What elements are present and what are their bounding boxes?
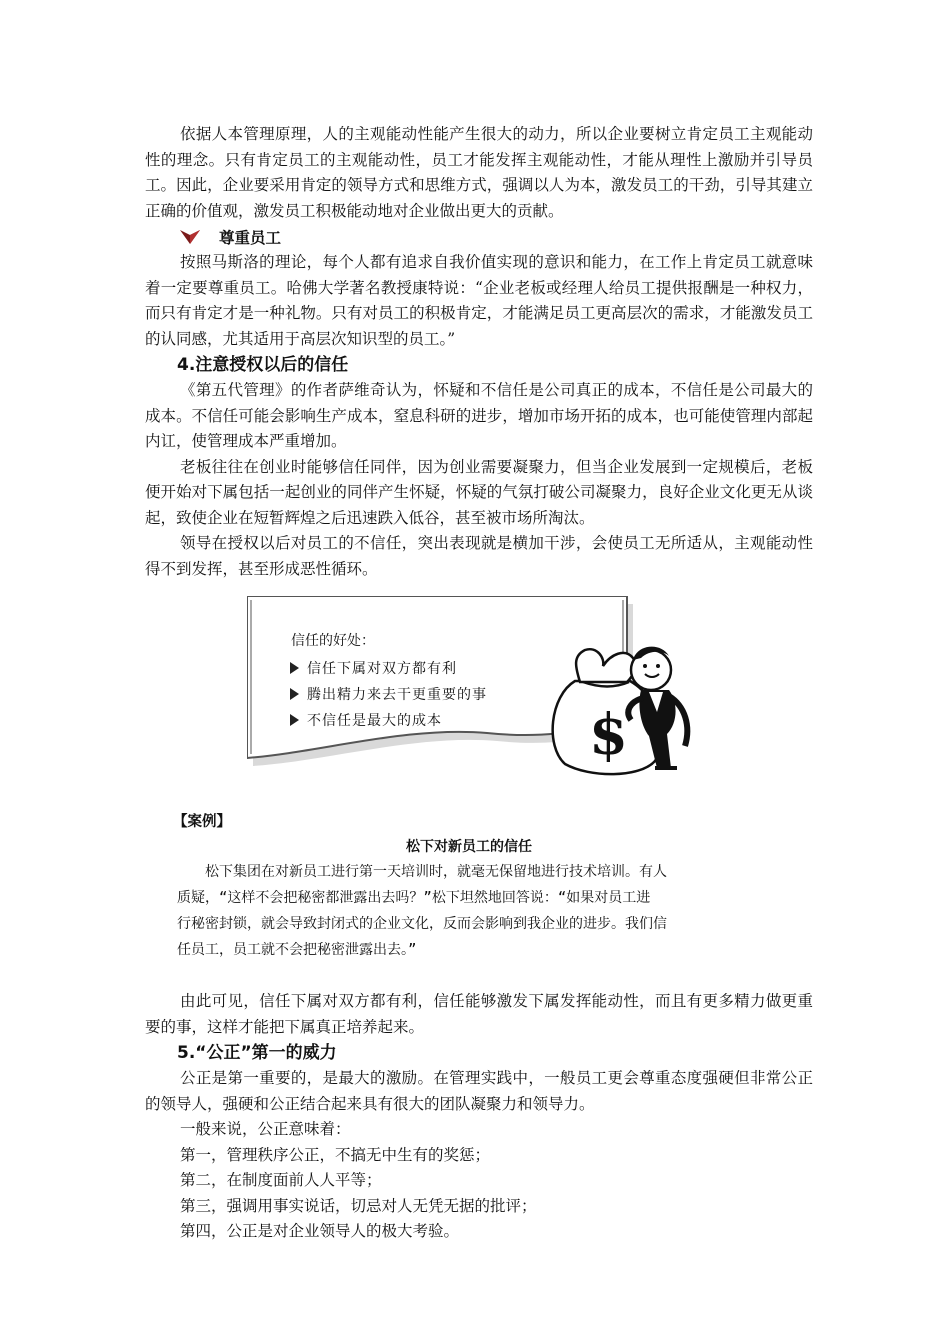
paragraph-affirm-initiative: 依据人本管理原理，人的主观能动性能产生很大的动力，所以企业要树立肯定员工主观能动性的理念。只有肯定员工的主观能动性，员工才能发挥主观能动性，才能从理性上激励并引导员工。因此，企业要采用肯定的领导方式和思维方式，强调以人为本，激发员工的干劲，引导其建立正确的价值观，激发员工积极能动地对企业做出更大的贡献。 (145, 125, 813, 220)
benefits-title: 信任的好处： (291, 633, 375, 649)
paragraph-savage: 《第五代管理》的作者萨维奇认为，怀疑和不信任是公司真正的成本，不信任是公司最大的成本。不信任可能会影响生产成本，窒息科研的进步，增加市场开拓的成本，也可能使管理内部起内讧，使管理成本严重增加。 (145, 381, 813, 450)
arrow-bullet-icon (179, 229, 201, 245)
benefit-item: 腾出精力来去干更重要的事 (290, 684, 487, 704)
list-item: 第四，公正是对企业领导人的极大考验。 (180, 1222, 460, 1240)
case-line: 质疑，“这样不会把秘密都泄露出去吗？”松下坦然地回答说：“如果对员工进 (177, 890, 651, 906)
list-item: 第三，强调用事实说话，切忌对人无凭无据的批评； (180, 1196, 537, 1215)
paragraph-fairness: 公正是第一重要的，是最大的激励。在管理实践中，一般员工更会尊重态度强硬但非常公正的领导人，强硬和公正结合起来具有很大的团队凝聚力和领导力。 (145, 1069, 813, 1113)
triangle-bullet-icon (290, 688, 299, 700)
list-item: 第一，管理秩序公正，不搞无中生有的奖惩； (180, 1145, 491, 1164)
paragraph-fairness-intro: 一般来说，公正意味着： (180, 1120, 351, 1138)
paragraph-maslow: 按照马斯洛的理论，每个人都有追求自我价值实现的意识和能力，在工作上肯定员工就意味着一定要尊重员工。哈佛大学著名教授康特说：“企业老板或经理人给员工提供报酬是一种权力，而只有肯定才是一种礼物。只有对员工的积极肯定，才能满足员工更高层次的需求，才能激发员工的认同感，尤其适用于高层次知识型的员工。” (145, 253, 813, 348)
case-line: 任员工，员工就不会把秘密泄露出去。” (177, 942, 417, 958)
case-line: 松下集团在对新员工进行第一天培训时，就毫无保留地进行技术培训。有人 (205, 864, 667, 880)
spacer (145, 963, 813, 989)
triangle-bullet-icon (290, 714, 299, 726)
triangle-bullet-icon (290, 662, 299, 674)
case-line: 行秘密封锁，就会导致封闭式的企业文化，反而会影响到我企业的进步。我们信 (177, 916, 667, 932)
list-item: 第二，在制度面前人人平等； (180, 1171, 382, 1189)
case-title: 松下对新员工的信任 (406, 839, 532, 855)
case-body (145, 859, 767, 963)
subheading-label: 尊重员工 (219, 228, 282, 247)
benefit-item: 不信任是最大的成本 (290, 710, 442, 730)
trust-benefits-illustration (195, 596, 755, 781)
section-heading-fairness: 5.“公正”第一的威力 (177, 1043, 337, 1063)
document-page (145, 122, 813, 1245)
paragraph-conclusion: 由此可见，信任下属对双方都有利，信任能够激发下属发挥能动性，而且有更多精力做更重要的事，这样才能把下属真正培养起来。 (145, 992, 813, 1036)
paragraph-interference: 领导在授权以后对员工的不信任，突出表现就是横加干涉，会使员工无所适从，主观能动性得不到发挥，甚至形成恶性循环。 (145, 534, 813, 578)
benefit-item: 信任下属对双方都有利 (290, 658, 457, 678)
money-bag-man-icon (545, 636, 705, 776)
section-heading-trust: 4.注意授权以后的信任 (177, 355, 349, 375)
subheading-respect-employees (145, 224, 813, 250)
paragraph-boss-trust: 老板往往在创业时能够信任同伴，因为创业需要凝聚力，但当企业发展到一定规模后，老板便开始对下属包括一起创业的同伴产生怀疑，怀疑的气氛打破公司凝聚力，良好企业文化更无从谈起，致使企业在短暂辉煌之后迅速跌入低谷，甚至被市场所淘汰。 (145, 457, 813, 527)
case-label: 【案例】 (173, 814, 231, 830)
svg-text:$: $ (589, 702, 628, 768)
